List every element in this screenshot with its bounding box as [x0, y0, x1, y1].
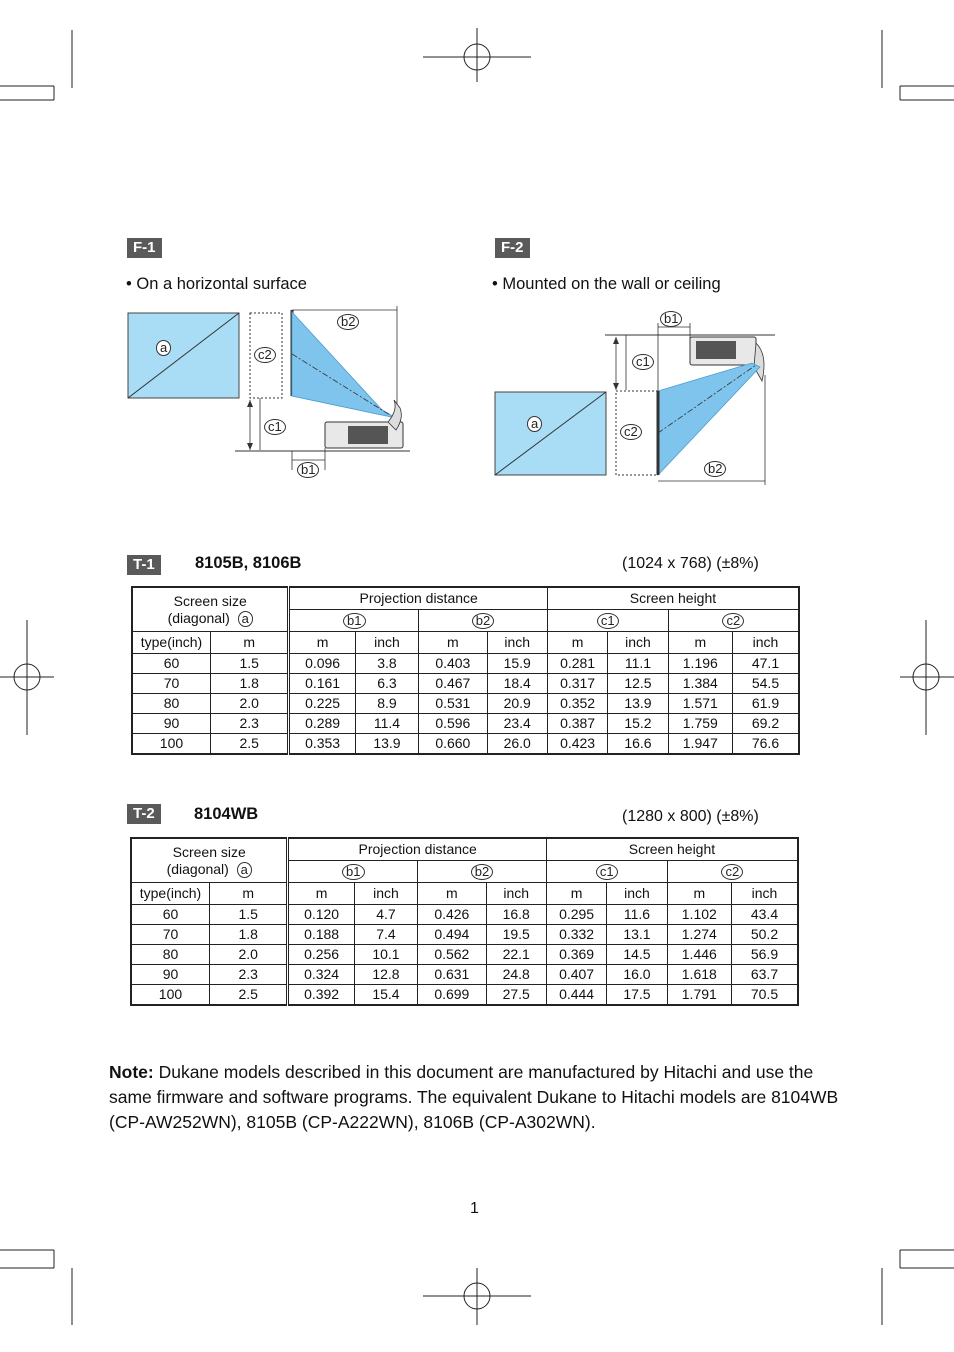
figure-tag-f1: F-1	[127, 238, 162, 258]
projection-beam	[658, 363, 760, 475]
table-tag-t1: T-1	[127, 555, 161, 575]
label-b1: b1	[660, 311, 682, 327]
model-name-t1: 8105B, 8106B	[195, 554, 302, 572]
note-text: Dukane models described in this document are manufactured by Hitachi and use the same firmware and software programs. The equivalent Dukane to Hitachi models are 8104WB (CP-AW252WN), 8105B (CP-A222WN), 8106B (CP-A302WN).	[109, 1062, 839, 1132]
resolution-t1: (1024 x 768) (±8%)	[622, 555, 759, 572]
header-b2: b2	[472, 613, 494, 629]
model-name-t2: 8104WB	[194, 805, 259, 823]
header-c2: c2	[722, 613, 744, 629]
header-b2: b2	[471, 864, 493, 880]
page-number: 1	[470, 1200, 479, 1217]
spec-table-t1	[131, 586, 800, 755]
header-screen-size: Screen size (diagonal) a	[131, 838, 288, 883]
header-projection-distance: Projection distance	[288, 838, 547, 861]
label-b2: b2	[704, 461, 726, 477]
header-b1: b1	[343, 613, 365, 629]
label-a: a	[527, 416, 542, 432]
header-screen-height: Screen height	[547, 587, 799, 610]
table-row: 80 2.0 0.256 10.1 0.562 22.1 0.369 14.5 1.446 56.9	[131, 945, 798, 965]
header-c1: c1	[597, 613, 619, 629]
label-c1: c1	[632, 354, 654, 370]
header-projection-distance: Projection distance	[289, 587, 548, 610]
header-c1: c1	[596, 864, 618, 880]
table-row: 70 1.8 0.161 6.3 0.467 18.4 0.317 12.5 1.384 54.5	[132, 674, 799, 694]
figure-tag-f2: F-2	[495, 238, 530, 258]
table-row: 60 1.5 0.120 4.7 0.426 16.8 0.295 11.6 1.102 43.4	[131, 905, 798, 925]
table-row: 70 1.8 0.188 7.4 0.494 19.5 0.332 13.1 1.274 50.2	[131, 925, 798, 945]
note-label: Note:	[109, 1062, 154, 1082]
table-tag-t2: T-2	[127, 804, 161, 824]
spec-table-t2	[130, 837, 799, 1006]
figure-caption-f1: • On a horizontal surface	[126, 275, 307, 293]
diagram-wall-ceiling	[490, 305, 780, 490]
header-b1: b1	[342, 864, 364, 880]
header-c2: c2	[721, 864, 743, 880]
table-row: 60 1.5 0.096 3.8 0.403 15.9 0.281 11.1 1.196 47.1	[132, 654, 799, 674]
table-row: 90 2.3 0.324 12.8 0.631 24.8 0.407 16.0 1.618 63.7	[131, 965, 798, 985]
table-row: 80 2.0 0.225 8.9 0.531 20.9 0.352 13.9 1.571 61.9	[132, 694, 799, 714]
label-c2: c2	[254, 347, 276, 363]
table-row: 100 2.5 0.353 13.9 0.660 26.0 0.423 16.6 1.947 76.6	[132, 734, 799, 755]
label-c2: c2	[620, 424, 642, 440]
note-paragraph	[109, 1060, 839, 1135]
label-c1: c1	[264, 419, 286, 435]
label-a: a	[156, 340, 171, 356]
table-row: 100 2.5 0.392 15.4 0.699 27.5 0.444 17.5 1.791 70.5	[131, 985, 798, 1006]
diagram-horizontal-surface	[120, 300, 420, 485]
unit-header-row: type(inch) m m inch m inch m inch m inch	[131, 883, 798, 905]
figure-caption-f2: • Mounted on the wall or ceiling	[492, 275, 721, 293]
label-b2: b2	[337, 314, 359, 330]
resolution-t2: (1280 x 800) (±8%)	[622, 808, 759, 825]
table-row: 90 2.3 0.289 11.4 0.596 23.4 0.387 15.2 1.759 69.2	[132, 714, 799, 734]
header-screen-height: Screen height	[546, 838, 798, 861]
label-b1: b1	[297, 462, 319, 478]
unit-header-row: type(inch) m m inch m inch m inch m inch	[132, 632, 799, 654]
header-screen-size: Screen size (diagonal) a	[132, 587, 289, 632]
